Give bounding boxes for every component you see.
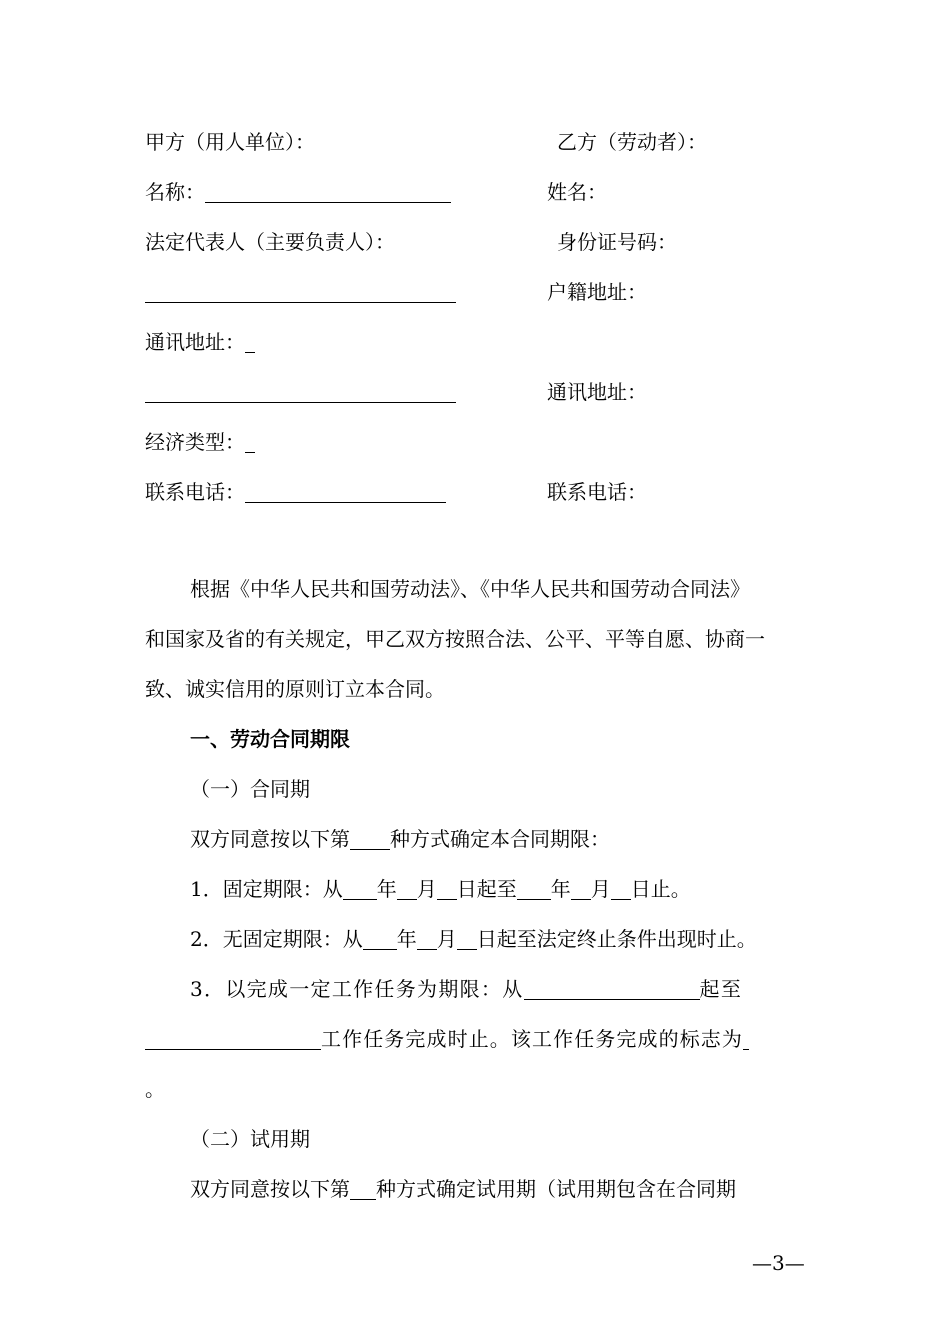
item-2-label: 无固定期限：从 bbox=[222, 927, 363, 951]
day-end-text: 日止。 bbox=[630, 877, 691, 901]
year-text-2: 年 bbox=[550, 877, 571, 901]
open-month-text: 月 bbox=[436, 927, 457, 951]
to-month-blank[interactable] bbox=[571, 877, 591, 900]
party-b-phone-label: 联系电话： bbox=[547, 480, 647, 504]
party-b-hukou-label: 户籍地址： bbox=[547, 280, 647, 304]
probation-tail: 种方式确定试用期（试用期包含在合同期 bbox=[376, 1177, 736, 1201]
party-a-phone-blank[interactable] bbox=[245, 480, 446, 503]
item-3-completion: 工作任务完成时止。该工作任务完成的标志为 bbox=[321, 1027, 743, 1051]
choose-method-label: 双方同意按以下第 bbox=[190, 827, 350, 851]
party-b-id-label: 身份证号码： bbox=[557, 230, 677, 254]
item-2-number: 2． bbox=[190, 927, 223, 951]
party-a-name-blank[interactable] bbox=[205, 180, 451, 203]
month-text-2: 月 bbox=[590, 877, 611, 901]
intro-line-1: 根据《中华人民共和国劳动法》、《中华人民共和国劳动合同法》 bbox=[190, 577, 750, 601]
open-tail-text: 日起至法定终止条件出现时止。 bbox=[476, 927, 757, 951]
party-a-econ-row bbox=[145, 428, 255, 456]
item-1-number: 1． bbox=[190, 877, 223, 901]
item-task-line2 bbox=[145, 1025, 749, 1053]
item-open-ended bbox=[190, 925, 757, 953]
subsection-contract-period: （一）合同期 bbox=[190, 777, 310, 801]
party-a-rep-label: 法定代表人（主要负责人）： bbox=[145, 230, 395, 254]
party-b-heading: 乙方（劳动者）： bbox=[557, 130, 707, 154]
item-task-end: 。 bbox=[145, 1077, 165, 1101]
task-from-blank[interactable] bbox=[524, 977, 700, 1000]
party-a-name-label: 名称： bbox=[145, 180, 205, 204]
open-year-text: 年 bbox=[396, 927, 417, 951]
probation-row bbox=[190, 1175, 736, 1203]
open-day-blank[interactable] bbox=[457, 927, 477, 950]
party-a-heading: 甲方（用人单位）： bbox=[145, 130, 315, 154]
party-b-addr-label: 通讯地址： bbox=[547, 380, 647, 404]
subsection-probation: （二）试用期 bbox=[190, 1127, 310, 1151]
party-a-name-row bbox=[145, 178, 451, 206]
probation-number-blank[interactable] bbox=[350, 1177, 376, 1200]
from-year-blank[interactable] bbox=[343, 877, 377, 900]
task-to-blank[interactable] bbox=[145, 1027, 321, 1050]
party-a-econ-label: 经济类型： bbox=[145, 430, 245, 454]
item-task-based bbox=[190, 975, 742, 1003]
party-a-addr-line2 bbox=[145, 378, 456, 406]
task-mark-blank[interactable] bbox=[743, 1027, 749, 1050]
month-text: 月 bbox=[416, 877, 437, 901]
item-3-label: 以完成一定工作任务为期限：从 bbox=[225, 977, 524, 1001]
page-number: —3— bbox=[752, 1251, 805, 1275]
to-year-blank[interactable] bbox=[517, 877, 551, 900]
year-text: 年 bbox=[376, 877, 397, 901]
from-month-blank[interactable] bbox=[397, 877, 417, 900]
party-a-rep-blank[interactable] bbox=[145, 280, 456, 303]
choose-method-tail: 种方式确定本合同期限： bbox=[390, 827, 610, 851]
intro-line-2: 和国家及省的有关规定，甲乙双方按照合法、公平、平等自愿、协商一 bbox=[145, 627, 765, 651]
party-a-addr-row bbox=[145, 328, 255, 356]
party-a-phone-row bbox=[145, 478, 446, 506]
party-a-phone-label: 联系电话： bbox=[145, 480, 245, 504]
item-fixed-term bbox=[190, 875, 691, 903]
party-a-econ-blank[interactable] bbox=[245, 430, 255, 453]
method-number-blank[interactable] bbox=[350, 827, 390, 850]
day-from-text: 日起至 bbox=[456, 877, 517, 901]
open-year-blank[interactable] bbox=[363, 927, 397, 950]
party-a-addr-blank-short[interactable] bbox=[245, 330, 255, 353]
party-a-addr-label: 通讯地址： bbox=[145, 330, 245, 354]
party-b-name-label: 姓名： bbox=[547, 180, 607, 204]
to-day-blank[interactable] bbox=[611, 877, 631, 900]
item-1-label: 固定期限：从 bbox=[222, 877, 343, 901]
section-1-title: 一、劳动合同期限 bbox=[190, 727, 350, 751]
from-day-blank[interactable] bbox=[437, 877, 457, 900]
choose-method-row bbox=[190, 825, 610, 853]
open-month-blank[interactable] bbox=[417, 927, 437, 950]
item-3-number: 3． bbox=[190, 977, 226, 1001]
party-a-rep-row bbox=[145, 278, 456, 306]
party-a-addr-blank[interactable] bbox=[145, 380, 456, 403]
item-3-to: 起至 bbox=[699, 977, 743, 1001]
probation-label: 双方同意按以下第 bbox=[190, 1177, 350, 1201]
intro-line-3: 致、诚实信用的原则订立本合同。 bbox=[145, 677, 445, 701]
